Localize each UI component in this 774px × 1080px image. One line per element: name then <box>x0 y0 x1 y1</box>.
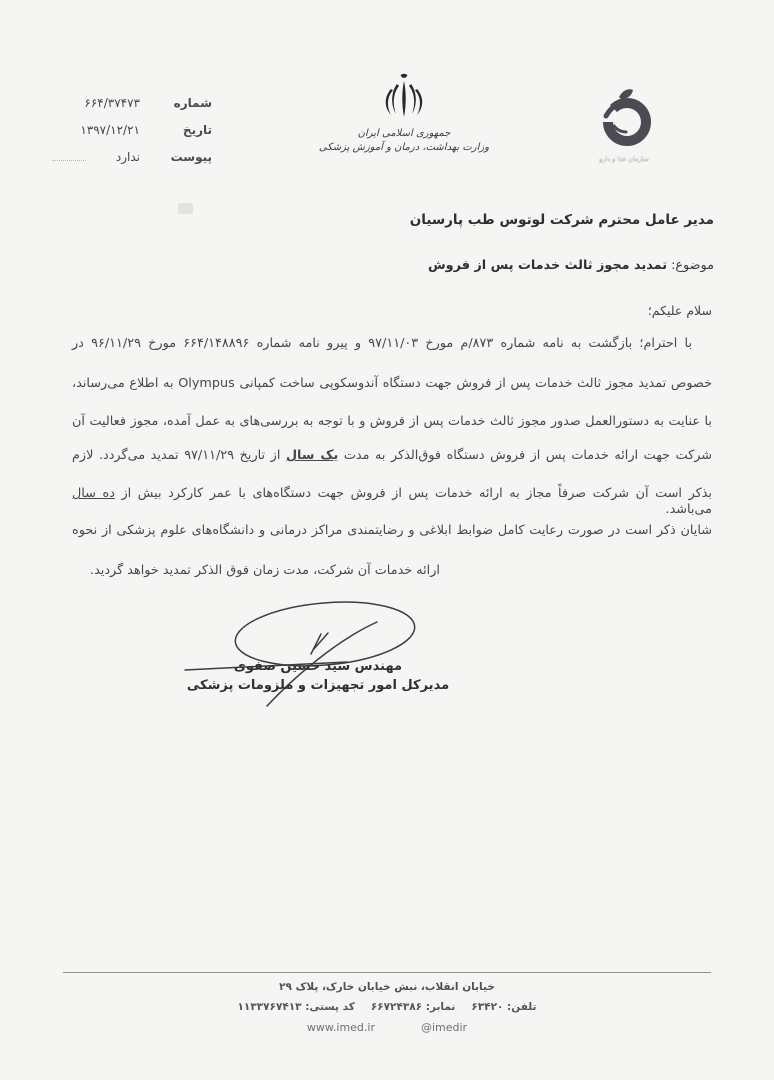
letter-number-row <box>52 96 212 110</box>
subject-line <box>428 258 714 273</box>
date-label: تاریخ <box>182 123 212 137</box>
number-label: شماره <box>173 96 212 110</box>
letter-date-row <box>52 123 212 137</box>
greeting-line: سلام علیکم؛ <box>647 303 712 318</box>
signature-block <box>185 657 451 695</box>
footer-postal-code: کد پستی: ۱۱۳۳۷۶۷۴۱۳ <box>237 1001 355 1013</box>
body-line-5: بذکر است آن شرکت صرفاً مجاز به ارائه خدمات پس از فروش جهت دستگاه‌های با عمر کارکرد بیش از ده سال می‌باشد. <box>72 486 712 517</box>
letter-attachment-row <box>52 150 212 164</box>
body-line-3: با عنایت به دستورالعمل صدور مجوز ثالث خدمات پس از فروش و با توجه به بررسی‌های به عمل آمده، مجوز فعالیت آن <box>72 414 712 429</box>
letterhead-meta <box>52 96 212 177</box>
footer-web-line <box>0 1021 774 1034</box>
body-line-4: شرکت جهت ارائه خدمات پس از فروش دستگاه فوق‌الذکر به مدت یک سال از تاریخ ۹۷/۱۱/۲۹ تمدید می‌گردد. لازم <box>72 448 713 463</box>
body-line-2: خصوص تمدید مجوز ثالث خدمات پس از فروش جهت دستگاه آندوسکوپی ساخت کمپانی Olympus به اطلاع می‌رساند، <box>72 376 713 391</box>
body-line-6: شایان ذکر است در صورت رعایت کامل ضوابط ابلاغی و رضایتمندی مراکز درمانی و دانشگاه‌های علوم پزشکی از نحوه <box>72 523 712 538</box>
subject-text: تمدید مجوز ثالث خدمات پس از فروش <box>428 258 668 273</box>
ministry-name: وزارت بهداشت، درمان و آموزش پزشکی <box>318 142 490 153</box>
footer-social-handle: @imedir <box>420 1021 468 1034</box>
date-value: ۱۳۹۷/۱۲/۲۱ <box>80 123 140 137</box>
scan-smudge <box>178 203 193 214</box>
recipient-line: مدیر عامل محترم شرکت لوتوس طب پارسیان <box>409 212 714 228</box>
signer-title: مدیرکل امور تجهیزات و ملزومات پزشکی <box>186 678 450 693</box>
attachment-label: پیوست <box>170 150 212 164</box>
attachment-value: ندارد <box>115 150 140 164</box>
footer-contact <box>0 1001 774 1013</box>
subject-label: موضوع: <box>671 258 714 273</box>
fda-logo-caption: سازمان غذا و دارو <box>599 155 649 163</box>
apple-logo-icon <box>589 86 659 150</box>
footer-address: خیابان انقلاب، نبش خیابان خارک، پلاک ۲۹ <box>279 981 495 993</box>
footer-website: www.imed.ir <box>306 1021 375 1034</box>
footer-phone: تلفن: ۶۳۴۲۰ <box>471 1001 537 1013</box>
number-value: ۶۶۴/۳۷۴۷۳ <box>84 96 140 110</box>
footer-fax: نمابر: ۶۶۷۲۴۳۸۶ <box>370 1001 456 1013</box>
fda-logo-block <box>576 86 672 163</box>
ministry-letterhead-center <box>318 72 490 153</box>
country-name: جمهوری اسلامی ایران <box>357 128 451 139</box>
attachment-dashed-line <box>52 152 86 161</box>
signer-name: مهندس سید حسین صفوی <box>233 659 403 674</box>
body-line-7: ارائه خدمات آن شرکت، مدت زمان فوق الذکر تمدید خواهد گردید. <box>90 563 440 578</box>
iran-emblem-icon <box>382 72 426 124</box>
body-line-1: با احترام؛ بازگشت به نامه شماره ۸۷۳/م مورخ ۹۷/۱۱/۰۳ و پیرو نامه شماره ۶۶۴/۱۴۸۸۹۶ مورخ ۹۶/۱۱/۲۹ در <box>72 336 693 351</box>
footer-divider <box>63 972 711 973</box>
